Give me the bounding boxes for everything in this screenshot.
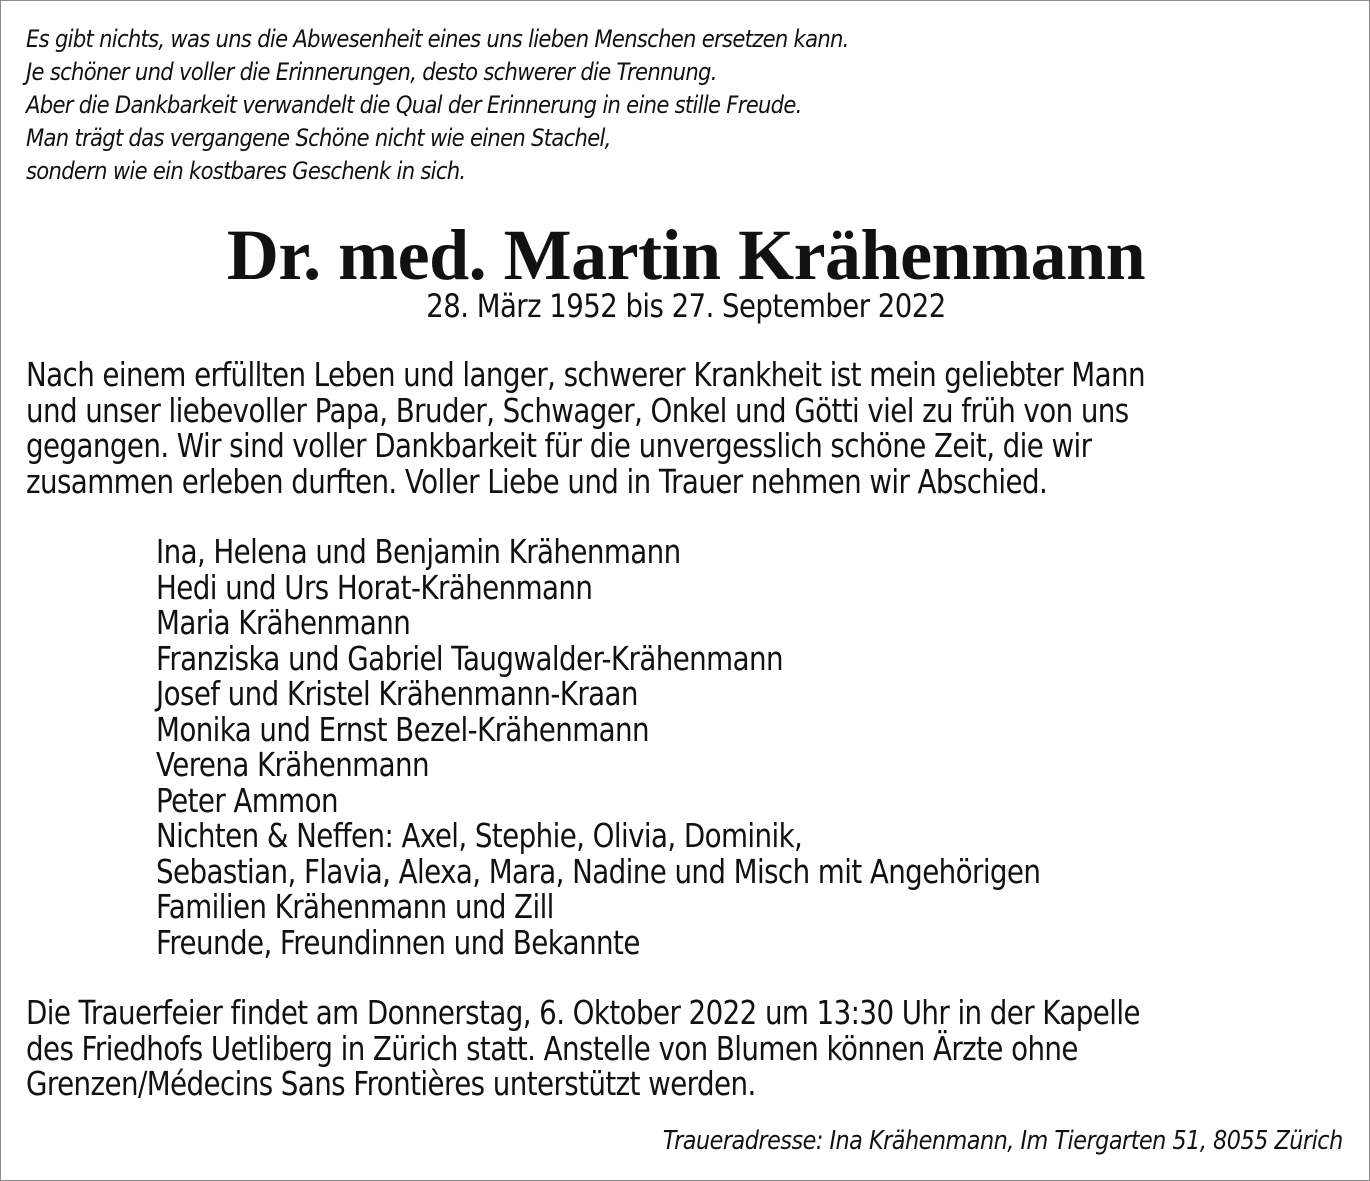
quote-line: Aber die Dankbarkeit verwandelt die Qual der Erinnerung in eine stille Freude. (26, 91, 802, 119)
mourner-entry: Verena Krähenmann (156, 745, 429, 784)
mourner-entry: Josef und Kristel Krähenmann-Kraan (156, 674, 638, 713)
mourner-entry: Peter Ammon (156, 780, 338, 820)
quote-line: Je schöner und voller die Erinnerungen, desto schwerer die Trennung. (26, 58, 717, 86)
mourner-entry: Ina, Helena und Benjamin Krähenmann (156, 532, 681, 571)
service-paragraph (26, 995, 1140, 1102)
quote-line: Es gibt nichts, was uns die Abwesenheit eines uns lieben Menschen ersetzen kann. (26, 25, 849, 53)
announcement-line: zusammen erleben durften. Voller Liebe und in Trauer nehmen wir Abschied. (26, 461, 1048, 501)
mourners-list (156, 534, 1040, 960)
mourner-entry: Freunde, Freundinnen und Bekannte (156, 922, 640, 962)
life-dates-text: 28. März 1952 bis 27. September 2022 (426, 287, 946, 325)
mourning-address: Traueradresse: Ina Krähenmann, Im Tiergarten 51, 8055 Zürich (662, 1126, 1343, 1156)
announcement-line: Nach einem erfüllten Leben und langer, schwerer Krankheit ist mein geliebter Mann (26, 355, 1145, 394)
mourner-entry: Nichten & Neffen: Axel, Stephie, Olivia, Dominik, (156, 816, 803, 855)
deceased-name: Dr. med. Martin Krähenmann (226, 215, 1146, 295)
service-line: Grenzen/Médecins Sans Frontières unterstützt werden. (26, 1064, 756, 1103)
memorial-quote (26, 23, 849, 188)
mourner-entry: Monika und Ernst Bezel-Krähenmann (156, 709, 650, 749)
mourner-entry: Hedi und Urs Horat-Krähenmann (156, 567, 593, 607)
quote-line: Man trägt das vergangene Schöne nicht wie einen Stachel, (26, 124, 611, 152)
service-line: des Friedhofs Uetliberg in Zürich statt. Anstelle von Blumen können Ärzte ohne (26, 1028, 1078, 1068)
announcement-paragraph (26, 357, 1145, 499)
service-line: Die Trauerfeier findet am Donnerstag, 6. Oktober 2022 um 13:30 Uhr in der Kapelle (26, 993, 1140, 1032)
announcement-line: gegangen. Wir sind voller Dankbarkeit für die unvergesslich schöne Zeit, die wir (26, 426, 1092, 465)
mourner-entry: Familien Krähenmann und Zill (156, 887, 554, 926)
mourner-entry: Franziska und Gabriel Taugwalder-Krähenmann (156, 638, 783, 678)
mourner-entry: Maria Krähenmann (156, 603, 411, 642)
quote-line: sondern wie ein kostbares Geschenk in sich. (26, 157, 466, 185)
mourner-entry: Sebastian, Flavia, Alexa, Mara, Nadine und Misch mit Angehörigen (156, 851, 1041, 891)
life-dates (1, 287, 1370, 325)
announcement-line: und unser liebevoller Papa, Bruder, Schwager, Onkel und Götti viel zu früh von uns (26, 390, 1129, 430)
